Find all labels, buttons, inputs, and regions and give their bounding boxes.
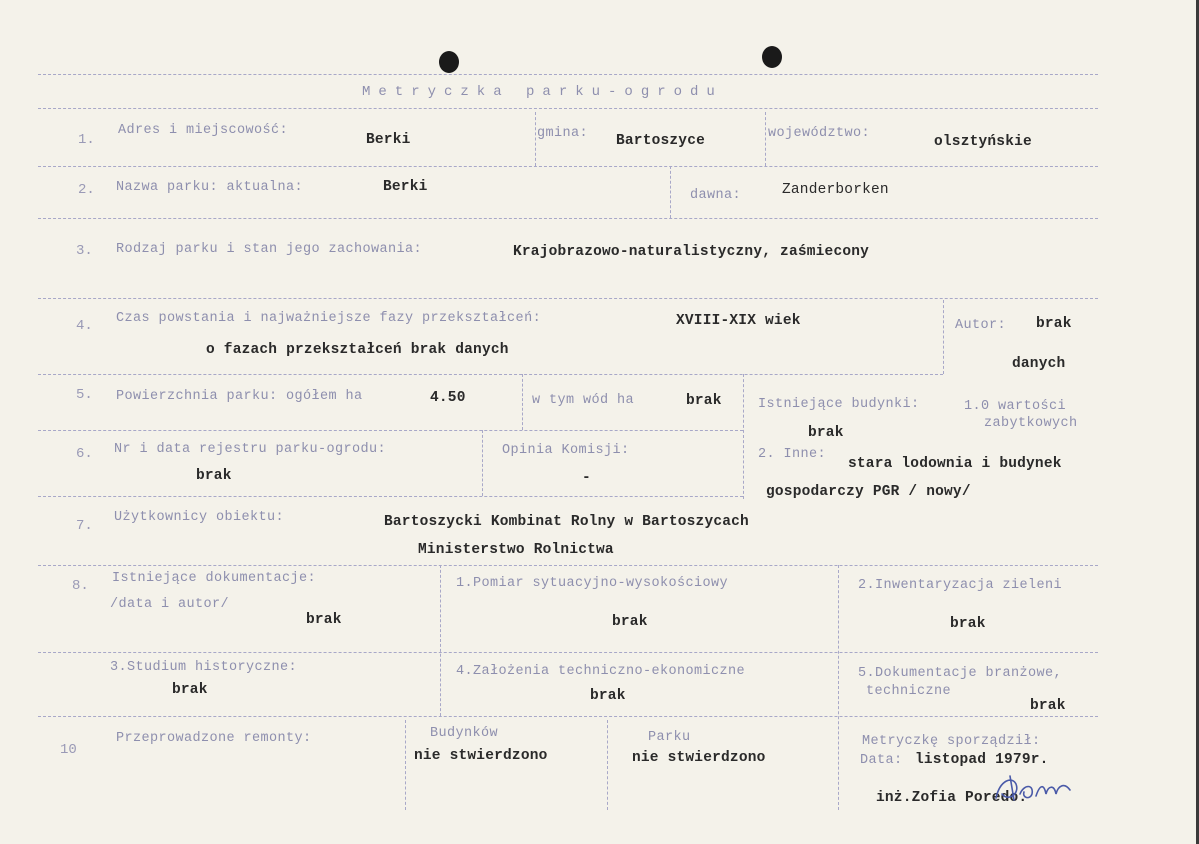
row-number-8: 8.	[72, 578, 89, 594]
vrule-water	[522, 374, 523, 430]
park-name-value: Berki	[383, 179, 428, 195]
former-name-value: Zanderborken	[782, 182, 889, 198]
address-value: Berki	[366, 132, 411, 148]
rule-after-row1	[38, 166, 1098, 167]
form-title: Metryczka parku-ogrodu	[362, 84, 723, 100]
buildings-label: Istniejące budynki:	[758, 397, 920, 412]
vrule-repairs-2	[607, 720, 608, 810]
creation-time-label: Czas powstania i najważniejsze fazy przekształceń:	[116, 311, 542, 326]
punch-hole-left	[439, 51, 459, 73]
area-label: Powierzchnia parku: ogółem ha	[116, 389, 363, 404]
users-label: Użytkownicy obiektu:	[114, 510, 285, 525]
buildings-note-line1: 1.0 wartości	[964, 399, 1067, 414]
rule-after-row5	[38, 430, 743, 431]
vrule-wojewodztwo	[765, 112, 766, 166]
rule-row8-mid	[38, 652, 1098, 653]
punch-hole-right	[762, 46, 782, 68]
greenery-inventory-value: brak	[950, 616, 986, 632]
technical-assumptions-label: 4.Założenia techniczno-ekonomiczne	[456, 664, 746, 679]
row-number-4: 4.	[76, 318, 93, 334]
row-number-6: 6.	[76, 446, 93, 462]
rule-under-title	[38, 108, 1098, 109]
rule-after-row6	[38, 496, 743, 497]
technical-assumptions-value: brak	[590, 688, 626, 704]
gmina-value: Bartoszyce	[616, 133, 706, 149]
wojewodztwo-label: województwo:	[768, 126, 871, 141]
rule-after-row3	[38, 298, 1098, 299]
other-buildings-value-line2: gospodarczy PGR / nowy/	[766, 484, 971, 500]
former-name-label: dawna:	[690, 188, 742, 203]
buildings-value: brak	[808, 425, 844, 441]
vrule-autor	[943, 300, 944, 374]
buildings-note-line2: zabytkowych	[984, 416, 1078, 431]
opinion-value: -	[582, 470, 591, 486]
other-buildings-value-line1: stara lodownia i budynek	[848, 456, 1062, 472]
handwritten-signature	[990, 770, 1080, 810]
date-label: Data:	[860, 753, 903, 768]
park-type-label: Rodzaj parku i stan jego zachowania:	[116, 242, 423, 257]
water-value: brak	[686, 393, 722, 409]
branch-docs-sublabel: techniczne	[866, 684, 952, 699]
survey-value: brak	[612, 614, 648, 630]
historical-study-value: brak	[172, 682, 208, 698]
date-value: listopad 1979r.	[915, 752, 1049, 768]
vrule-opinion	[482, 430, 483, 496]
prepared-by-label: Metryczkę sporządził:	[862, 734, 1041, 749]
documentation-label: Istniejące dokumentacje:	[112, 571, 317, 586]
address-label: Adres i miejscowość:	[118, 123, 289, 138]
creation-time-value: XVIII-XIX wiek	[676, 313, 801, 329]
row-number-3: 3.	[76, 243, 93, 259]
repairs-park-value: nie stwierdzono	[632, 750, 766, 766]
phases-value: o fazach przekształceń brak danych	[206, 342, 509, 358]
register-value: brak	[196, 468, 232, 484]
author-value-line1: brak	[1036, 316, 1072, 332]
other-buildings-label: 2. Inne:	[758, 447, 827, 462]
author-label: Autor:	[955, 318, 1007, 333]
vrule-docs-1	[440, 565, 441, 716]
park-name-label: Nazwa parku: aktualna:	[116, 180, 304, 195]
vrule-buildings	[743, 374, 744, 499]
survey-label: 1.Pomiar sytuacyjno-wysokościowy	[456, 576, 729, 591]
gmina-label: gmina:	[537, 126, 589, 141]
users-value-line1: Bartoszycki Kombinat Rolny w Bartoszycach	[384, 514, 749, 530]
row-number-5: 5.	[76, 387, 93, 403]
row-number-7: 7.	[76, 518, 93, 534]
register-label: Nr i data rejestru parku-ogrodu:	[114, 442, 387, 457]
row-number-2: 2.	[78, 182, 95, 198]
water-label: w tym wód ha	[532, 393, 635, 408]
author-value-line2: danych	[1012, 356, 1066, 372]
repairs-buildings-value: nie stwierdzono	[414, 748, 548, 764]
documentation-sublabel: /data i autor/	[110, 597, 230, 612]
vrule-gmina	[535, 112, 536, 166]
wojewodztwo-value: olsztyńskie	[934, 134, 1032, 150]
repairs-buildings-label: Budynków	[430, 726, 499, 741]
rule-after-row2	[38, 218, 1098, 219]
area-value: 4.50	[430, 390, 466, 406]
greenery-inventory-label: 2.Inwentaryzacja zieleni	[858, 578, 1063, 593]
vrule-dawna	[670, 166, 671, 218]
branch-docs-label: 5.Dokumentacje branżowe,	[858, 666, 1063, 681]
repairs-park-label: Parku	[648, 730, 691, 745]
vrule-docs-2	[838, 565, 839, 810]
vrule-repairs-1	[405, 720, 406, 810]
rule-after-row8	[38, 716, 1098, 717]
users-value-line2: Ministerstwo Rolnictwa	[418, 542, 614, 558]
row-number-10: 10	[60, 742, 77, 758]
park-type-value: Krajobrazowo-naturalistyczny, zaśmiecony	[513, 244, 870, 260]
opinion-label: Opinia Komisji:	[502, 443, 630, 458]
branch-docs-value: brak	[1030, 698, 1066, 714]
rule-top	[38, 74, 1098, 75]
rule-after-row4	[38, 374, 943, 375]
historical-study-label: 3.Studium historyczne:	[110, 660, 298, 675]
rule-after-row7	[38, 565, 1098, 566]
row-number-1: 1.	[78, 132, 95, 148]
documentation-value: brak	[306, 612, 342, 628]
prepared-by-value: inż.Zofia Poredo.	[876, 790, 1028, 806]
repairs-label: Przeprowadzone remonty:	[116, 731, 312, 746]
